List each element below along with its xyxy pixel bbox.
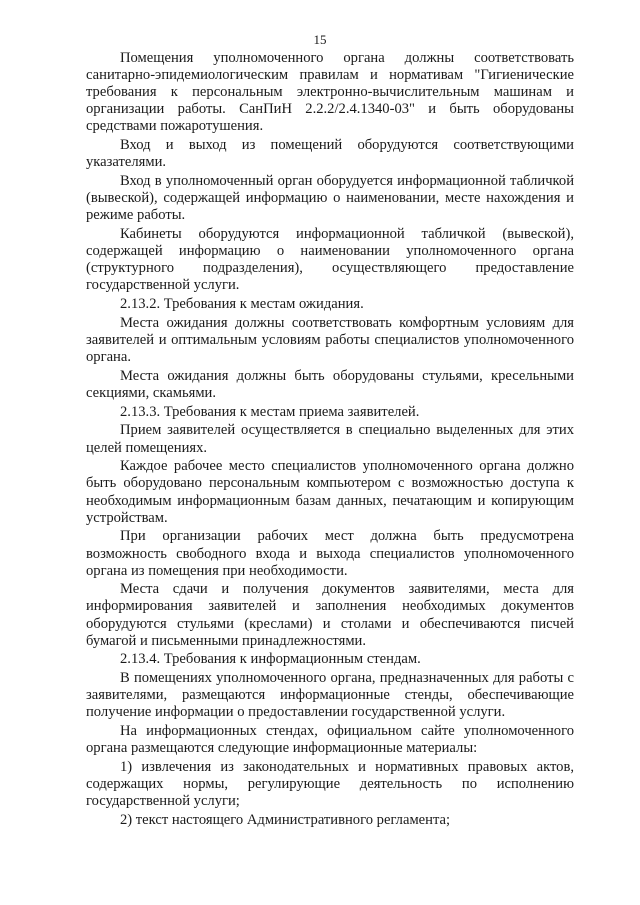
paragraph-workplace-access: При организации рабочих мест должна быть предусмотрена возможность свободного входа и выхода специалистов уполномоченного органа из помещения при необходимости. — [86, 528, 574, 579]
paragraph-entrance-signs: Вход и выход из помещений оборудуются соответствующими указателями. — [86, 137, 574, 171]
paragraph-waiting-seating: Места ожидания должны быть оборудованы стульями, кресельными секциями, скамьями. — [86, 367, 574, 401]
paragraph-info-stands-placement: В помещениях уполномоченного органа, предназначенных для работы с заявителями, размещаются информационные стенды, обеспечивающие получение информации о предоставлении государственной услуги. — [86, 670, 574, 721]
paragraph-office-signboards: Кабинеты оборудуются информационной табличкой (вывеской), содержащей информацию о наименовании уполномоченного органа (структурного подразделения), осуществляющего предоставление государственной услуги. — [86, 226, 574, 294]
paragraph-workplace-equipment: Каждое рабочее место специалистов уполномоченного органа должно быть оборудовано персональным компьютером с возможностью доступа к необходимым информационным базам данных, печатающим и копирующим устройствам. — [86, 458, 574, 526]
paragraph-entrance-signboard: Вход в уполномоченный орган оборудуется информационной табличкой (вывеской), содержащей информацию о наименовании, месте нахождения и режиме работы. — [86, 173, 574, 224]
section-heading-info-stands: 2.13.4. Требования к информационным стендам. — [120, 651, 421, 668]
paragraph-waiting-comfort: Места ожидания должны соответствовать комфортным условиям для заявителей и оптимальным условиям работы специалистов уполномоченного органа. — [86, 314, 574, 366]
paragraph-reception-rooms: Прием заявителей осуществляется в специально выделенных для этих целей помещениях. — [86, 422, 574, 456]
paragraph-info-materials-intro: На информационных стендах, официальном сайте уполномоченного органа размещаются следующие информационные материалы: — [86, 723, 574, 757]
section-heading-waiting-areas: 2.13.2. Требования к местам ожидания. — [120, 296, 364, 313]
page-number: 15 — [313, 32, 327, 47]
paragraph-document-submission: Места сдачи и получения документов заявителями, места для информирования заявителей и заполнения необходимых документов оборудуются стульями (креслами) и столами и обеспечиваются писчей бумагой и письменными принадлежностями. — [86, 581, 574, 649]
list-item-regulation-text: 2) текст настоящего Административного регламента; — [120, 812, 451, 829]
document-body — [86, 50, 574, 831]
paragraph-premises-requirements: Помещения уполномоченного органа должны соответствовать санитарно-эпидемиологическим правилам и нормативам "Гигиенические требования к персональным электронно-вычислительным машинам и организации работы. СанПиН 2.2.2/2.4.1340-03" и быть оборудованы средствами пожаротушения. — [86, 50, 574, 135]
list-item-legal-extracts: 1) извлечения из законодательных и нормативных правовых актов, содержащих нормы, регулирующие деятельность по исполнению государственной услуги; — [86, 759, 574, 810]
section-heading-reception-areas: 2.13.3. Требования к местам приема заявителей. — [120, 403, 420, 420]
